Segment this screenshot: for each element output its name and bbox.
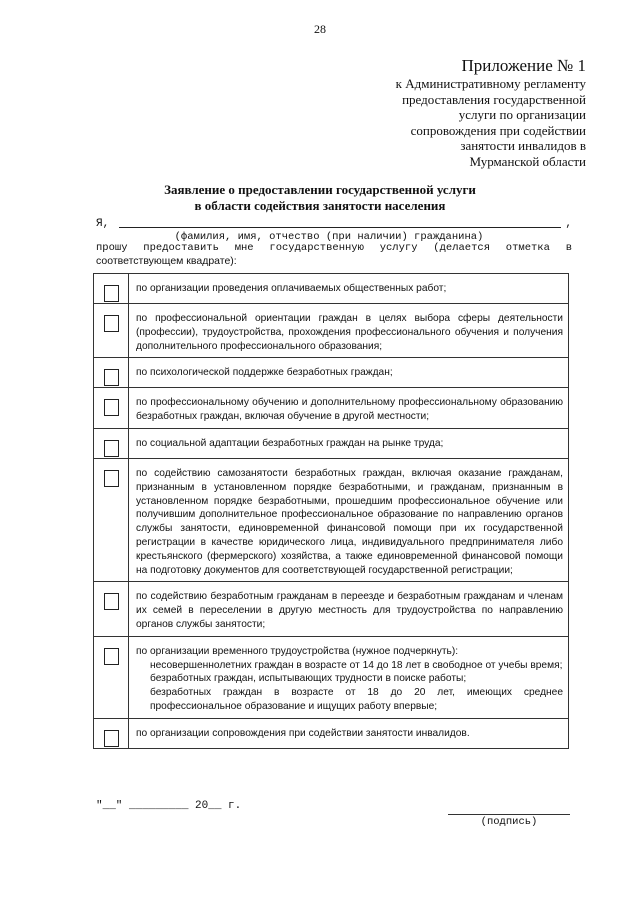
appendix-title: Приложение № 1 (461, 56, 586, 75)
option-label: по профессиональной ориентации граждан в целях выбора сферы деятельности (профессии), трудоустройства, прохождения профессионального обучения и получения дополнительного профессионального образования; (136, 313, 563, 352)
option-checkbox[interactable] (104, 285, 119, 302)
option-sub-item[interactable]: несовершеннолетних граждан в возрасте от 14 до 18 лет в свободное от учебы время; (150, 659, 563, 671)
appendix-line: услуги по организации (458, 107, 586, 123)
document-title (0, 182, 640, 214)
option-row (94, 388, 569, 429)
option-label: по психологической поддержке безработных граждан; (136, 367, 393, 379)
option-label: по содействию самозанятости безработных граждан, включая оказание гражданам, признанным в установленном порядке безработными, и гражданам, признанным в установленном порядке безработными, прошедшим профессиональное обучение или получившим дополнительное профессиональное образование по направлению органов службы занятости, единовременной финансовой помощи при их государственной регистрации в качестве юридического лица, индивидуального предпринимателя либо крестьянского (фермерского) хозяйства, а также единовременной финансовой помощи на подготовку документов для соответствующей государственной регистрации; (136, 467, 563, 576)
option-checkbox[interactable] (104, 593, 119, 610)
option-label: по организации проведения оплачиваемых общественных работ; (136, 283, 447, 294)
option-sub-item[interactable]: безработных граждан, испытывающих трудности в поиске работы; (150, 673, 467, 685)
applicant-name-line[interactable] (119, 226, 561, 228)
option-checkbox-cell (94, 358, 129, 388)
applicant-field (96, 218, 572, 243)
option-checkbox-cell (94, 718, 129, 748)
option-checkbox[interactable] (104, 470, 119, 487)
appendix-line: занятости инвалидов в (460, 138, 586, 154)
option-row (94, 636, 569, 718)
option-text-cell (129, 274, 569, 304)
option-text-cell (129, 358, 569, 388)
option-checkbox-cell (94, 304, 129, 358)
request-line: прошу предоставить мне государственную услугу (делается отметка в (96, 242, 572, 254)
signature-line (448, 814, 570, 815)
option-checkbox[interactable] (104, 648, 119, 665)
appendix-line: сопровождения при содействии (410, 122, 586, 138)
option-text-cell (129, 428, 569, 458)
date-line: "__" _________ 20__ г. (96, 800, 242, 812)
option-row (94, 304, 569, 358)
option-checkbox[interactable] (104, 440, 119, 457)
page-number: 28 (314, 22, 326, 36)
appendix-line: Мурманской области (469, 153, 586, 169)
applicant-hint: (фамилия, имя, отчество (при наличии) гражданина) (174, 231, 484, 243)
appendix-line: к Административному регламенту (395, 76, 586, 91)
appendix-header (356, 56, 586, 170)
option-checkbox-cell (94, 274, 129, 304)
document-title-line: в области содействия занятости населения (194, 198, 446, 213)
option-checkbox-cell (94, 458, 129, 581)
option-row (94, 274, 569, 304)
options-table (93, 273, 569, 749)
option-text-cell (129, 388, 569, 429)
option-checkbox[interactable] (104, 730, 119, 747)
option-row (94, 458, 569, 581)
applicant-suffix: , (565, 218, 572, 230)
request-line: соответствующем квадрате): (96, 255, 237, 267)
option-text-cell (129, 458, 569, 581)
option-checkbox[interactable] (104, 369, 119, 386)
option-checkbox[interactable] (104, 315, 119, 332)
option-text-cell (129, 582, 569, 636)
signature-label: (подпись) (480, 816, 538, 828)
option-checkbox-cell (94, 428, 129, 458)
option-row (94, 718, 569, 748)
applicant-prefix: Я, (96, 218, 110, 230)
option-checkbox-cell (94, 636, 129, 718)
option-text-cell (129, 304, 569, 358)
option-checkbox[interactable] (104, 399, 119, 416)
appendix-line: предоставления государственной (402, 91, 586, 107)
option-text-cell (129, 718, 569, 748)
option-label: по организации временного трудоустройства (нужное подчеркнуть): (136, 645, 459, 657)
option-checkbox-cell (94, 582, 129, 636)
option-label: по профессиональному обучению и дополнительному профессиональному образованию безработных граждан, включая обучение в другой местности; (136, 397, 563, 423)
option-row (94, 358, 569, 388)
document-title-line: Заявление о предоставлении государственной услуги (164, 182, 476, 197)
request-text (96, 242, 572, 268)
option-label: по содействию безработным гражданам в переезде и безработным гражданам и членам их семей в переселении в другую местность для трудоустройства по направлению органов службы занятости; (136, 591, 563, 630)
option-checkbox-cell (94, 388, 129, 429)
option-label: по социальной адаптации безработных граждан на рынке труда; (136, 437, 444, 449)
option-sub-item[interactable]: безработных граждан в возрасте от 18 до 20 лет, имеющих среднее профессиональное образование и ищущих работу впервые; (150, 687, 563, 712)
option-row (94, 582, 569, 636)
option-row (94, 428, 569, 458)
option-label: по организации сопровождения при содействии занятости инвалидов. (136, 727, 470, 739)
option-text-cell (129, 636, 569, 718)
